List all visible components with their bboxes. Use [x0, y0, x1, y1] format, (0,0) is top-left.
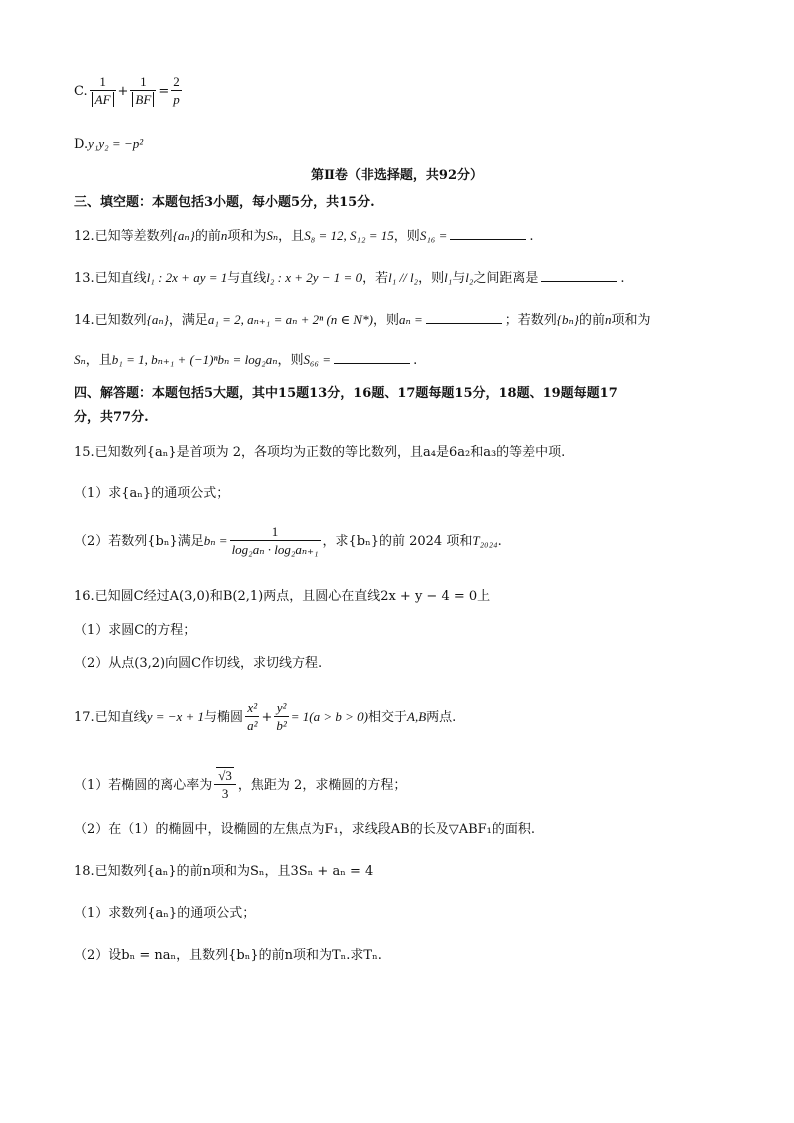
denominator: b² [276, 718, 287, 733]
question-15-part2 [74, 524, 502, 559]
q17-text: （1）若椭圆的离心率为 [74, 778, 213, 793]
q14-text: 的前 [578, 313, 605, 328]
q17-text: 与椭圆 [204, 710, 244, 725]
option-d-label: D. [74, 137, 89, 152]
numerator: 1 [99, 74, 106, 89]
q15-text: ，求{bₙ}的前 2024 项和 [322, 534, 473, 549]
question-18-stem: 18.已知数列{aₙ}的前n项和为Sₙ，且3Sₙ + aₙ = 4 [74, 864, 374, 879]
question-17-part2: （2）在（1）的椭圆中，设椭圆的左焦点为F₁，求线段AB的长及▽ABF₁的面积. [74, 822, 536, 837]
q14-var: Sₙ [74, 352, 86, 367]
numerator: 2 [173, 74, 180, 89]
q14-seq: {aₙ} [146, 312, 169, 327]
section-3-heading: 三、填空题：本题包括3小题，每小题5分，共15分. [74, 195, 375, 210]
equals-sign: = [158, 84, 170, 99]
fraction-2-over-p [171, 74, 182, 109]
q12-text: 的前 [194, 229, 221, 244]
q14-seq: {bₙ} [556, 312, 579, 327]
q14-text: ，满足 [168, 313, 208, 328]
q17-ellipse-rhs: = 1(a > b > 0) [290, 709, 369, 724]
q15-var: bₙ = [203, 533, 228, 548]
q14-ask: aₙ = [398, 312, 423, 327]
q13-text: 之间距离是 [473, 271, 539, 286]
answer-blank [426, 311, 502, 324]
section-4-heading-cont: 分，共77分. [74, 410, 149, 425]
option-d [74, 134, 143, 155]
denominator: AF [92, 92, 114, 107]
q13-parallel: l₁ // l₂ [388, 270, 419, 285]
denominator: 3 [214, 784, 236, 803]
numerator: 1 [140, 74, 147, 89]
q14-text: ；若数列 [504, 313, 557, 328]
numerator: y² [276, 700, 287, 715]
fraction-1-over-bf [130, 74, 156, 109]
q12-text: ，则 [393, 229, 420, 244]
q13-text: 13.已知直线 [74, 271, 147, 286]
q12-text: ，且 [278, 229, 305, 244]
q17-text: 相交于 [368, 710, 408, 725]
q17-text: ，焦距为 2，求椭圆的方程； [237, 778, 407, 793]
option-c-label: C. [74, 84, 88, 99]
question-18-part1: （1）求数列{aₙ}的通项公式； [74, 906, 256, 921]
question-17-stem [74, 700, 456, 735]
q13-text: ，若 [362, 271, 389, 286]
denominator: p [173, 92, 180, 107]
numerator: x² [247, 700, 258, 715]
plus-sign: + [261, 710, 273, 725]
question-16-part1: （1）求圆C的方程； [74, 623, 197, 638]
fraction-b-n [230, 524, 321, 559]
q17-text: 17.已知直线 [74, 710, 147, 725]
q12-text: . [529, 229, 534, 244]
question-15-stem: 15.已知数列{aₙ}是首项为 2，各项均为正数的等比数列，且a₄是6a₂和a₃的等差中项. [74, 445, 566, 460]
q14-text: 14.已知数列 [74, 313, 147, 328]
question-16-stem: 16.已知圆C经过A(3,0)和B(2,1)两点，且圆心在直线2x + y − 4 = 0上 [74, 589, 491, 604]
option-c [74, 74, 184, 109]
q15-text: （2）若数列{bₙ}满足 [74, 534, 204, 549]
q14-text: 项和为 [611, 313, 651, 328]
q13-text: 与直线 [227, 271, 267, 286]
denominator: BF [132, 92, 154, 107]
numerator: √3 [218, 768, 232, 783]
answer-blank [334, 351, 410, 364]
q12-condition: S₈ = 12, S₁₂ = 15 [304, 228, 394, 243]
question-15-part1: （1）求{aₙ}的通项公式； [74, 486, 230, 501]
q17-points: A,B [407, 709, 427, 724]
fraction-sqrt3-over-3 [214, 768, 236, 803]
question-14-line1 [74, 310, 650, 331]
part2-title: 第Ⅱ卷（非选择题，共92分） [310, 168, 484, 183]
question-18-part2: （2）设bₙ = naₙ，且数列{bₙ}的前n项和为Tₙ.求Tₙ. [74, 948, 382, 963]
q17-text: 两点. [426, 710, 457, 725]
question-17-part1 [74, 768, 406, 803]
q14-text: ，则 [372, 313, 399, 328]
plus-sign: + [117, 84, 129, 99]
fraction-x2-a2 [245, 700, 259, 735]
option-d-expression: y₁y₂ = −p² [88, 136, 144, 151]
denominator: a² [247, 718, 258, 733]
q15-var: T₂₀₂₄ [472, 533, 498, 548]
q14-recurrence: a₁ = 2, aₙ₊₁ = aₙ + 2ⁿ (n ∈ N*) [207, 312, 373, 327]
fraction-y2-b2 [274, 700, 288, 735]
q12-text: 项和为 [227, 229, 267, 244]
q14-ask: S₆₆ = [303, 352, 332, 367]
q13-line1: l₁ : 2x + ay = 1 [146, 270, 228, 285]
q14-text: . [413, 353, 418, 368]
q12-var: Sₙ [266, 228, 279, 243]
question-14-line2 [74, 350, 417, 371]
q15-text: . [497, 534, 502, 549]
question-16-part2: （2）从点(3,2)向圆C作切线，求切线方程. [74, 656, 323, 671]
q14-text: ，且 [85, 353, 112, 368]
q14-var: n [604, 312, 612, 327]
question-12 [74, 226, 534, 247]
section-4-heading: 四、解答题：本题包括5大题，其中15题13分，16题、17题每题15分，18题、19题每题17 [74, 386, 618, 401]
q12-ask: S₁₆ = [419, 228, 448, 243]
numerator: 1 [271, 524, 279, 539]
q13-var: l₂ [465, 270, 474, 285]
q12-text: 12.已知等差数列 [74, 229, 173, 244]
q17-line: y = −x + 1 [146, 709, 205, 724]
q13-var: l₁ [444, 270, 453, 285]
answer-blank [450, 227, 526, 240]
denominator: log₂aₙ · log₂aₙ₊₁ [231, 542, 319, 557]
q13-text: ，则 [418, 271, 445, 286]
q14-condition: b₁ = 1, bₙ₊₁ + (−1)ⁿbₙ = log₂aₙ [111, 352, 278, 367]
question-13 [74, 268, 625, 289]
q13-text: . [620, 271, 625, 286]
q12-seq: {aₙ} [172, 228, 195, 243]
answer-blank [541, 269, 617, 282]
q14-text: ，则 [277, 353, 304, 368]
q12-var: n [220, 228, 228, 243]
q13-text: 与 [452, 271, 466, 286]
fraction-1-over-af [90, 74, 116, 109]
q13-line2: l₂ : x + 2y − 1 = 0 [266, 270, 363, 285]
